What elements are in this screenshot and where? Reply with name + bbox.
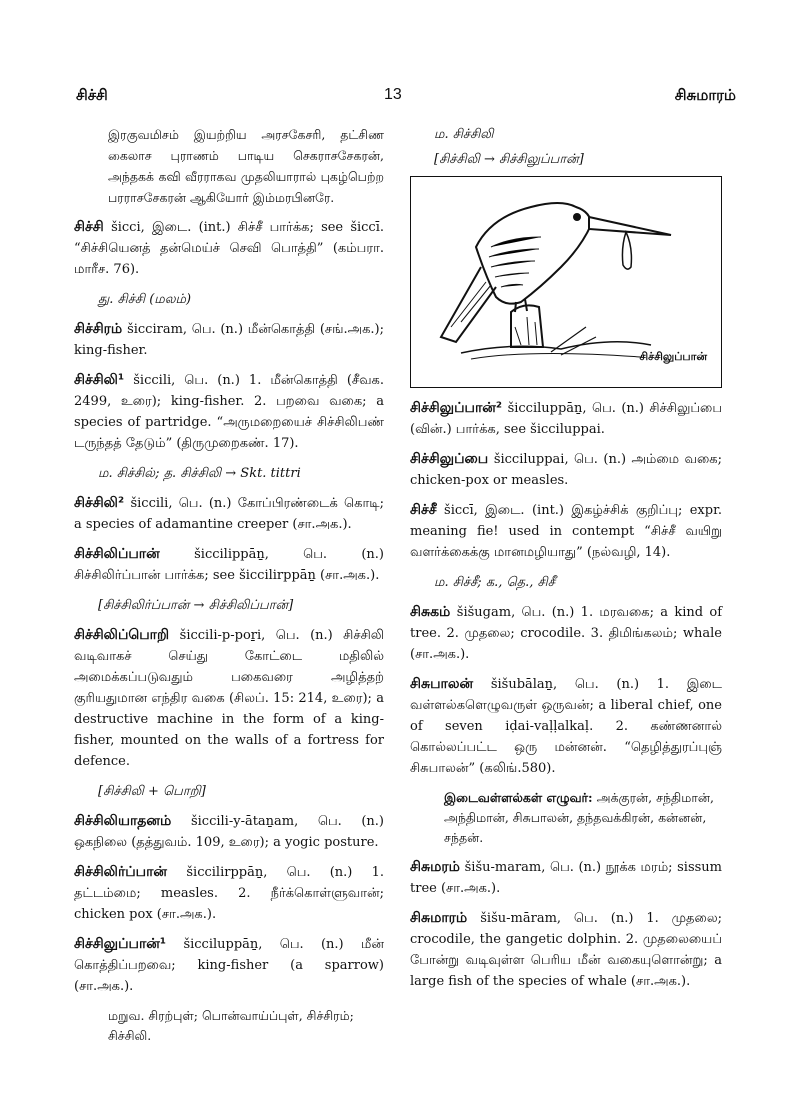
entry-sicciluppai — [410, 449, 722, 491]
entry-body: šiccili, பெ. (n.) கோப்பிரண்டைக் கொடி; a species of adamantine creeper (சா.அக.). — [74, 496, 384, 532]
continuation-paragraph: இரகுவமிசம் இயற்றிய அரசகேசரி, தட்சிண கைலாச புராணம் பாடிய செகராசசேகரன், அந்தகக் கவி வீரராகவ முதலியாரால் புகழ்பெற்ற பரராசசேகரன் ஆகியோர் இம்மரபினரே. — [108, 127, 384, 205]
entry-body: šiccili-p-poṟi, பெ. (n.) சிச்சிலி வடிவாகச் செய்து கோட்டை மதிலில் அமைக்கப்படுவதும் பகைவரை அழித்தற் குரியதுமான எந்திர வகை (சிலப். 15: 214, உரை); a destructive machine in the form of a king-fisher, mounted on the walls of a fortress for defence. — [74, 628, 384, 769]
etymology: [சிச்சிலி → சிச்சிலுப்பான்] — [434, 152, 584, 167]
entry-sicci — [74, 217, 384, 280]
etymology: [சிச்சிலிர்ப்பான் → சிச்சிலிப்பான்] — [98, 598, 294, 613]
headword: சிச்சி — [74, 219, 104, 235]
entry-body: šicciram, பெ. (n.) மீன்கொத்தி (சங்.அக.); king-fisher. — [74, 322, 384, 358]
entry-siccilipporri — [74, 625, 384, 772]
headword: சிசுகம் — [410, 604, 451, 620]
entry-siccili-1 — [74, 370, 384, 454]
entry-sisumaram — [410, 857, 722, 899]
etymology: து. சிச்சி (மலம்) — [98, 292, 192, 307]
entry-body: šicciluppai, பெ. (n.) அம்மை வகை; chicken-pox or measles. — [410, 452, 722, 488]
entry-siccilippan — [74, 544, 384, 586]
left-column — [74, 124, 384, 1055]
etymology: ம. சிச்சீ; க., தெ., சிசீ — [434, 575, 555, 590]
headword: சிச்சிலுப்பான்¹ — [74, 936, 166, 952]
entry-body: šiccī, இடை. (int.) இகழ்ச்சிக் குறிப்பு; expr. meaning fie! used in contempt “சிச்சீ வயிறு வளர்க்கைக்கு மானமழியாது” (நல்வழி, 14). — [410, 503, 722, 560]
headword: சிசுபாலன் — [410, 676, 474, 692]
entry-siccili-2 — [74, 493, 384, 535]
headword: சிச்சிலியாதனம் — [74, 813, 172, 829]
page-number: 13 — [384, 86, 402, 103]
running-head-right: சிசுமாரம் — [674, 86, 736, 104]
headword: சிசுமரம் — [410, 859, 460, 875]
synonyms-note: மறுவ. சிரற்புள்; பொன்வாய்ப்புள், சிச்சிரம்; சிச்சிலி. — [108, 1008, 354, 1043]
entry-siccii — [410, 500, 722, 563]
entry-body: šiccilippāṉ, பெ. (n.) சிச்சிலிர்ப்பான் பார்க்க; see šiccilirppāṉ (சா.அக.). — [74, 547, 384, 583]
entry-sicciluppan-2 — [410, 398, 722, 440]
headword: சிச்சிலி² — [74, 495, 125, 511]
headword: சிச்சிரம் — [74, 321, 123, 337]
entry-body: šišubālaṉ, பெ. (n.) 1. இடை வள்ளல்களெழுவருள் ஒருவன்; a liberal chief, one of seven iḍai-vaḷḷalkaḷ. 2. கண்ணனால் கொல்லப்பட்ட ஒரு மன்னன். “தெழித்துரப்புஞ் சிசுபாலன்” (கலிங்.580). — [410, 677, 722, 776]
headword: சிச்சீ — [410, 502, 437, 518]
headword: சிச்சிலிப்பான் — [74, 546, 160, 562]
entry-body: šicciluppāṉ, பெ. (n.) மீன் கொத்திப்பறவை; king-fisher (a sparrow) (சா.அக.). — [74, 937, 384, 994]
entry-body: šiccili-y-ātaṉam, பெ. (n.) ஒகநிலை (தத்துவம். 109, உரை); a yogic posture. — [74, 814, 384, 850]
entry-body: šišu-māram, பெ. (n.) 1. முதலை; crocodile, the gangetic dolphin. 2. முதலையைப் போன்று வடிவுள்ள பெரிய மீன் வகையுளொன்று; a large fish of the species of whale (சா.அக.). — [410, 911, 723, 989]
etymology: ம. சிச்சில்; த. சிச்சிலி → Skt. tittri — [98, 466, 301, 481]
entry-body: šicciluppāṉ, பெ. (n.) சிச்சிலுப்பை (வின்.) பார்க்க, see šicciluppai. — [410, 401, 722, 437]
entry-body: šišugam, பெ. (n.) 1. மரவகை; a kind of tree. 2. முதலை; crocodile. 3. திமிங்கலம்; whale (சா.அக.). — [410, 605, 722, 662]
entry-body: šiccili, பெ. (n.) 1. மீன்கொத்தி (சீவக. 2499, உரை); king-fisher. 2. பறவை வகை; a species of partridge. “அருமறையைச் சிச்சிலிபண் டருந்தத் தேடும்” (திருமுறைகண். 17). — [74, 373, 384, 451]
headword: சிச்சிலிர்ப்பான் — [74, 864, 167, 880]
entry-sisubalan — [410, 674, 722, 779]
entry-siccili-yathanam — [74, 811, 384, 853]
etymology: [சிச்சிலி + பொறி] — [98, 784, 206, 799]
entry-sicciluppan-1 — [74, 934, 384, 997]
etymology: ம. சிச்சிலி — [434, 127, 494, 142]
note-lead: இடைவள்ளல்கள் எழுவர்: — [444, 790, 593, 805]
running-head-left: சிச்சி — [76, 86, 108, 104]
entry-body: šiccilirppāṉ, பெ. (n.) 1. தட்டம்மை; measles. 2. நீர்க்கொள்ளுவான்; chicken pox (சா.அக.). — [74, 865, 384, 922]
note-body: அக்குரன், சந்திமான், அந்திமான், சிசுபாலன், தந்தவக்கிரன், கன்னன், சந்தன். — [444, 790, 714, 845]
headword: சிச்சிலிப்பொறி — [74, 627, 170, 643]
headword: சிச்சிலுப்பான்² — [410, 400, 502, 416]
headword: சிச்சிலி¹ — [74, 372, 125, 388]
entry-siccilirppan — [74, 862, 384, 925]
headword: சிச்சிலுப்பை — [410, 451, 489, 467]
right-column — [410, 124, 722, 1001]
entry-body: šicci, இடை. (int.) சிச்சீ பார்க்க; see šiccī. “சிச்சியெனத் தன்மெய்ச் செவி பொத்தி” (கம்பரா. மாரீச. 76). — [74, 220, 385, 277]
note-block — [444, 788, 722, 848]
entry-sisugam — [410, 602, 722, 665]
entry-body: šišu-maram, பெ. (n.) நூக்க மரம்; sissum tree (சா.அக.). — [410, 860, 722, 896]
figure-caption: சிச்சிலுப்பான் — [639, 350, 707, 363]
headword: சிசுமாரம் — [410, 910, 468, 926]
entry-siccciram — [74, 319, 384, 361]
entry-sisumaram-2 — [410, 908, 722, 992]
kingfisher-illustration — [410, 176, 722, 388]
